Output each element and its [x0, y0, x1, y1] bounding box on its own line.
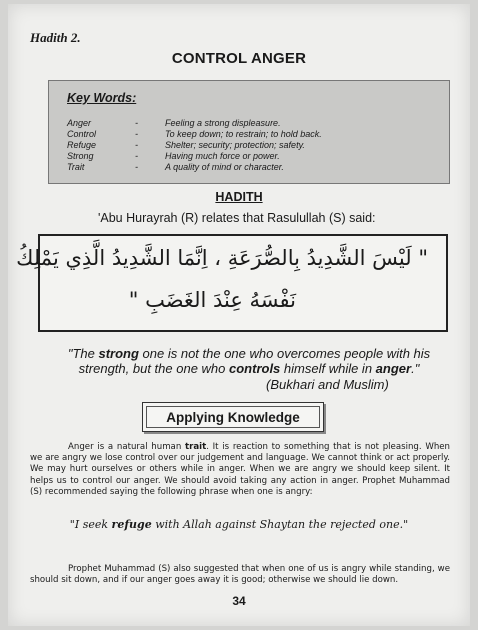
arabic-line-1: " لَيْسَ الشَّدِيدُ بِالصُّرَعَةِ ، اِنَّمَا الشَّدِيدُ الَّذِي يَمْلِكُ	[16, 246, 428, 270]
key-word-dash: -	[135, 118, 138, 128]
key-word-row	[67, 162, 447, 173]
key-word-definition: Shelter; security; protection; safety.	[165, 140, 305, 150]
hadith-source: (Bukhari and Muslim)	[266, 377, 389, 392]
hadith-translation	[44, 346, 454, 376]
key-word-term: Anger	[67, 118, 92, 128]
arabic-line-2: نَفْسَهُ عِنْدَ الغَضَبِ "	[128, 288, 296, 312]
page-number: 34	[232, 594, 246, 608]
paragraph-2: Prophet Muhammad (S) also suggested that when one of us is angry while standing, we should sit down, and if our anger goes away it is good; otherwise we should lie down.	[30, 564, 450, 586]
translation-text: one is not the one who overcomes people with his strength, but the one who	[78, 346, 431, 376]
refuge-quote	[8, 518, 470, 531]
key-word-dash: -	[135, 151, 138, 161]
page-title: CONTROL ANGER	[171, 50, 307, 67]
paragraph-bold-word: trait	[185, 442, 207, 452]
translation-bold-word: controls	[229, 361, 281, 376]
key-word-definition: Having much force or power.	[165, 151, 280, 161]
page	[8, 4, 470, 626]
hadith-narration: 'Abu Hurayrah (R) relates that Rasulullah (S) said:	[98, 211, 376, 225]
translation-bold-word: strong	[98, 346, 139, 361]
quote-bold-word: refuge	[111, 518, 152, 531]
applying-knowledge-box	[142, 402, 324, 432]
arabic-text-box	[16, 234, 448, 332]
quote-text: "I seek	[69, 518, 112, 531]
key-word-term: Control	[67, 129, 97, 139]
key-word-dash: -	[135, 140, 138, 150]
paragraph-text: Anger is a natural human	[68, 442, 185, 452]
paragraph-text: . It is reaction to something that is not pleasing. When we are angry we lose control over our judgement and language. We cannot think or act properly. We may hurt ourselves or others while in anger. When we are angry we should keep silent. It helps us to control our anger. We should avoid taking any action in anger. Prophet Muhammad (S) recommended saying the following phrase when one is angry:	[30, 442, 450, 497]
key-words-box	[48, 80, 450, 184]
key-word-row	[67, 140, 447, 151]
key-word-dash: -	[135, 129, 138, 139]
key-word-definition: A quality of mind or character.	[165, 162, 284, 172]
translation-bold-word: anger	[375, 361, 412, 376]
key-word-dash: -	[135, 162, 138, 172]
translation-text: himself while in	[280, 361, 376, 376]
key-word-row	[67, 151, 447, 162]
hadith-heading: HADITH	[215, 190, 263, 204]
key-word-term: Strong	[67, 151, 94, 161]
key-word-definition: To keep down; to restrain; to hold back.	[165, 129, 322, 139]
key-words-heading: Key Words:	[67, 91, 137, 105]
key-word-term: Refuge	[67, 140, 97, 150]
key-word-term: Trait	[67, 162, 85, 172]
key-word-row	[67, 118, 447, 129]
translation-text: ."	[411, 361, 420, 376]
key-word-definition: Feeling a strong displeasure.	[165, 118, 281, 128]
key-word-row	[67, 129, 447, 140]
applying-knowledge-heading: Applying Knowledge	[146, 406, 320, 428]
hadith-number-label: Hadith 2.	[30, 30, 81, 45]
paragraph-1	[30, 442, 450, 498]
quote-text: with Allah against Shaytan the rejected one."	[151, 518, 409, 531]
translation-text: "The	[67, 346, 99, 361]
